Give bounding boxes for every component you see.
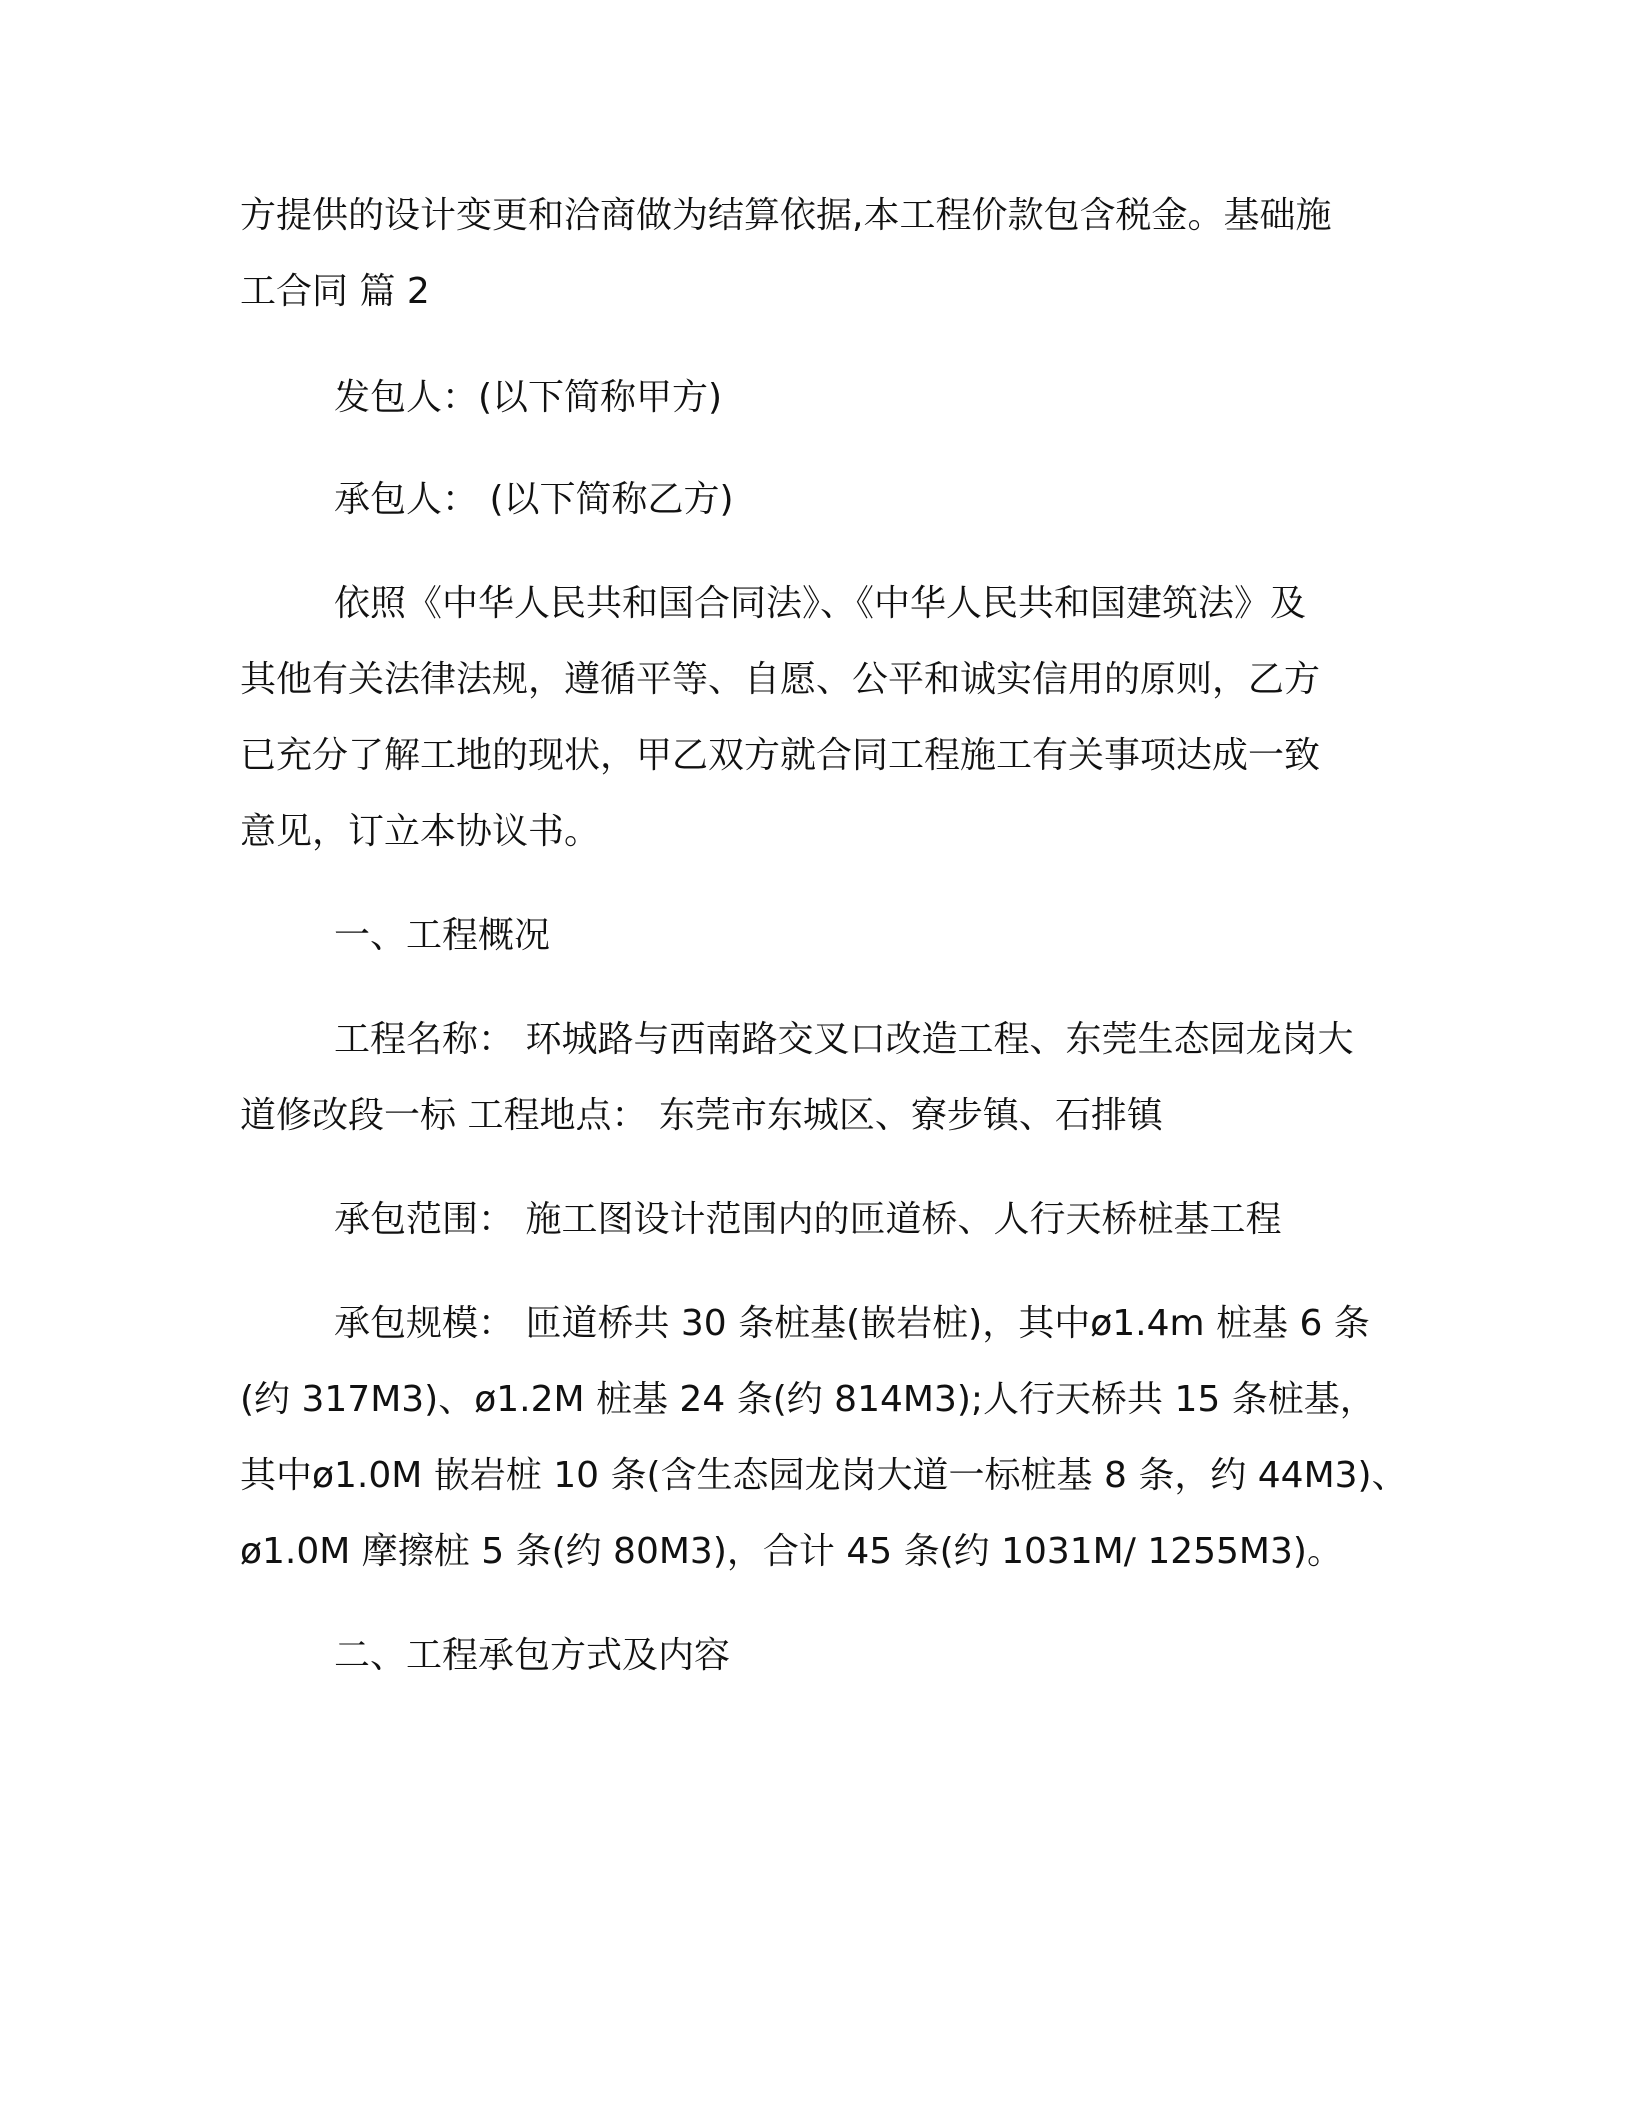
text-line: 工程名称： 环城路与西南路交叉口改造工程、东莞生态园龙岗大	[334, 1019, 1354, 1060]
text-line: 承包人： (以下简称乙方)	[334, 479, 734, 520]
text-line: 承包范围： 施工图设计范围内的匝道桥、人行天桥桩基工程	[334, 1199, 1282, 1240]
text-line: (约 317M3)、ø1.2M 桩基 24 条(约 814M3);人行天桥共 15 条桩基，	[240, 1379, 1376, 1420]
text-line: 其他有关法律法规，遵循平等、自愿、公平和诚实信用的原则，乙方	[240, 659, 1321, 700]
text-line: 依照《中华人民共和国合同法》、《中华人民共和国建筑法》及	[334, 583, 1307, 624]
section-heading: 一、工程概况	[334, 915, 551, 956]
text-line: 已充分了解工地的现状，甲乙双方就合同工程施工有关事项达成一致	[240, 735, 1321, 776]
section-heading: 二、工程承包方式及内容	[334, 1635, 731, 1676]
text-line: 承包规模： 匝道桥共 30 条桩基(嵌岩桩)，其中ø1.4m 桩基 6 条	[334, 1303, 1370, 1344]
text-line: ø1.0M 摩擦桩 5 条(约 80M3)，合计 45 条(约 1031M/ 1255M3)。	[240, 1531, 1343, 1572]
text-line: 方提供的设计变更和洽商做为结算依据,本工程价款包含税金。基础施	[240, 195, 1332, 236]
text-line: 道修改段一标 工程地点： 东莞市东城区、寮步镇、石排镇	[240, 1095, 1163, 1136]
text-line: 意见，订立本协议书。	[240, 811, 601, 852]
text-line: 工合同 篇 2	[240, 271, 430, 312]
text-line: 其中ø1.0M 嵌岩桩 10 条(含生态园龙岗大道一标桩基 8 条，约 44M3)、	[240, 1455, 1408, 1496]
text-line: 发包人：(以下简称甲方)	[334, 377, 723, 418]
